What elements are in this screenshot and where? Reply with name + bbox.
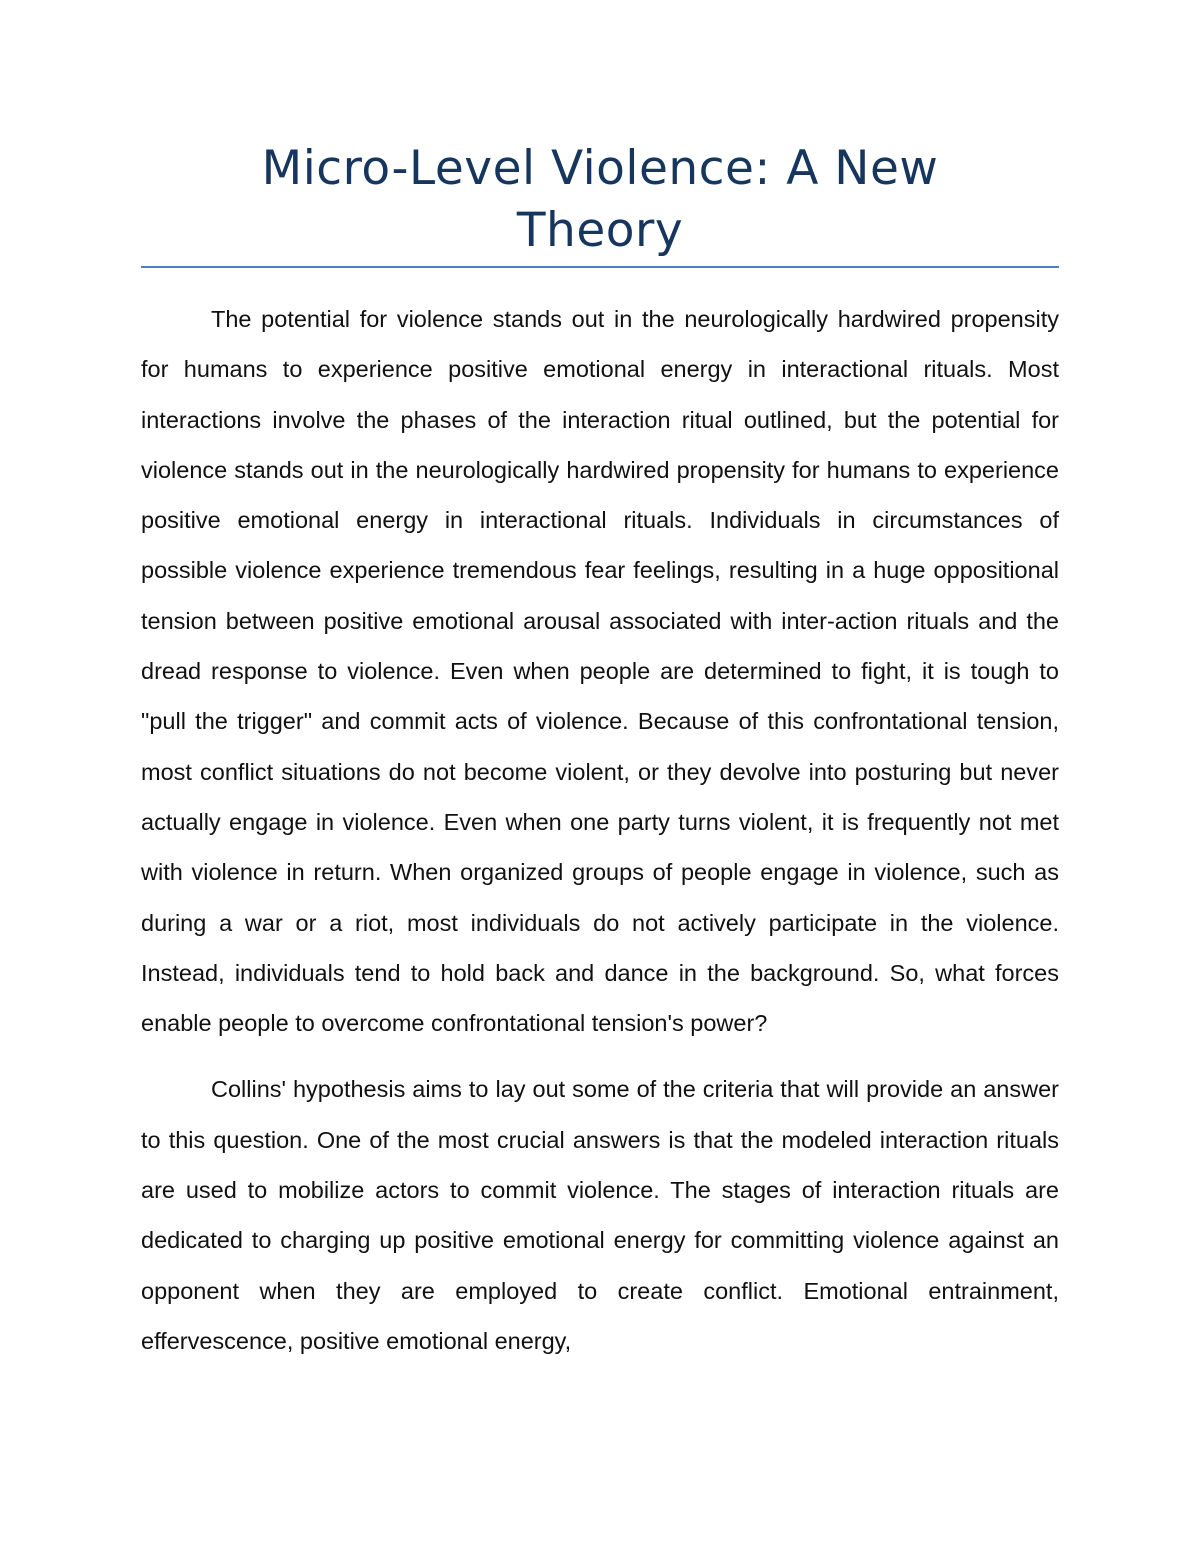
title-divider	[141, 266, 1059, 268]
body-paragraph-2: Collins' hypothesis aims to lay out some of the criteria that will provide an answer to this question. One of the most crucial answers is that the modeled interaction rituals are used to mobilize actors to commit violence. The stages of interaction rituals are dedicated to charging up positive emotional energy for committing violence against an opponent when they are employed to create conflict. Emotional entrainment, effervescence, positive emotional energy,	[141, 1076, 1059, 1354]
title-block	[141, 138, 1059, 262]
document-title	[141, 138, 1059, 262]
document-body	[141, 294, 1059, 1366]
title-line-1: Micro-Level Violence: A New	[261, 141, 939, 196]
body-paragraph-1: The potential for violence stands out in the neurologically hardwired propensity for humans to experience positive emotional energy in interactional rituals. Most interactions involve the phases of the interaction ritual outlined, but the potential for violence stands out in the neurologically hardwired propensity for humans to experience positive emotional energy in interactional rituals. Individuals in circumstances of possible violence experience tremendous fear feelings, resulting in a huge oppositional tension between positive emotional arousal associated with inter-action rituals and the dread response to violence. Even when people are determined to fight, it is tough to "pull the trigger" and commit acts of violence. Because of this confrontational tension, most conflict situations do not become violent, or they devolve into posturing but never actually engage in violence. Even when one party turns violent, it is frequently not met with violence in return. When organized groups of people engage in violence, such as during a war or a riot, most individuals do not actively participate in the violence. Instead, individuals tend to hold back and dance in the background. So, what forces enable people to overcome confrontational tension's power?	[141, 306, 1059, 1037]
title-line-2: Theory	[516, 203, 684, 258]
